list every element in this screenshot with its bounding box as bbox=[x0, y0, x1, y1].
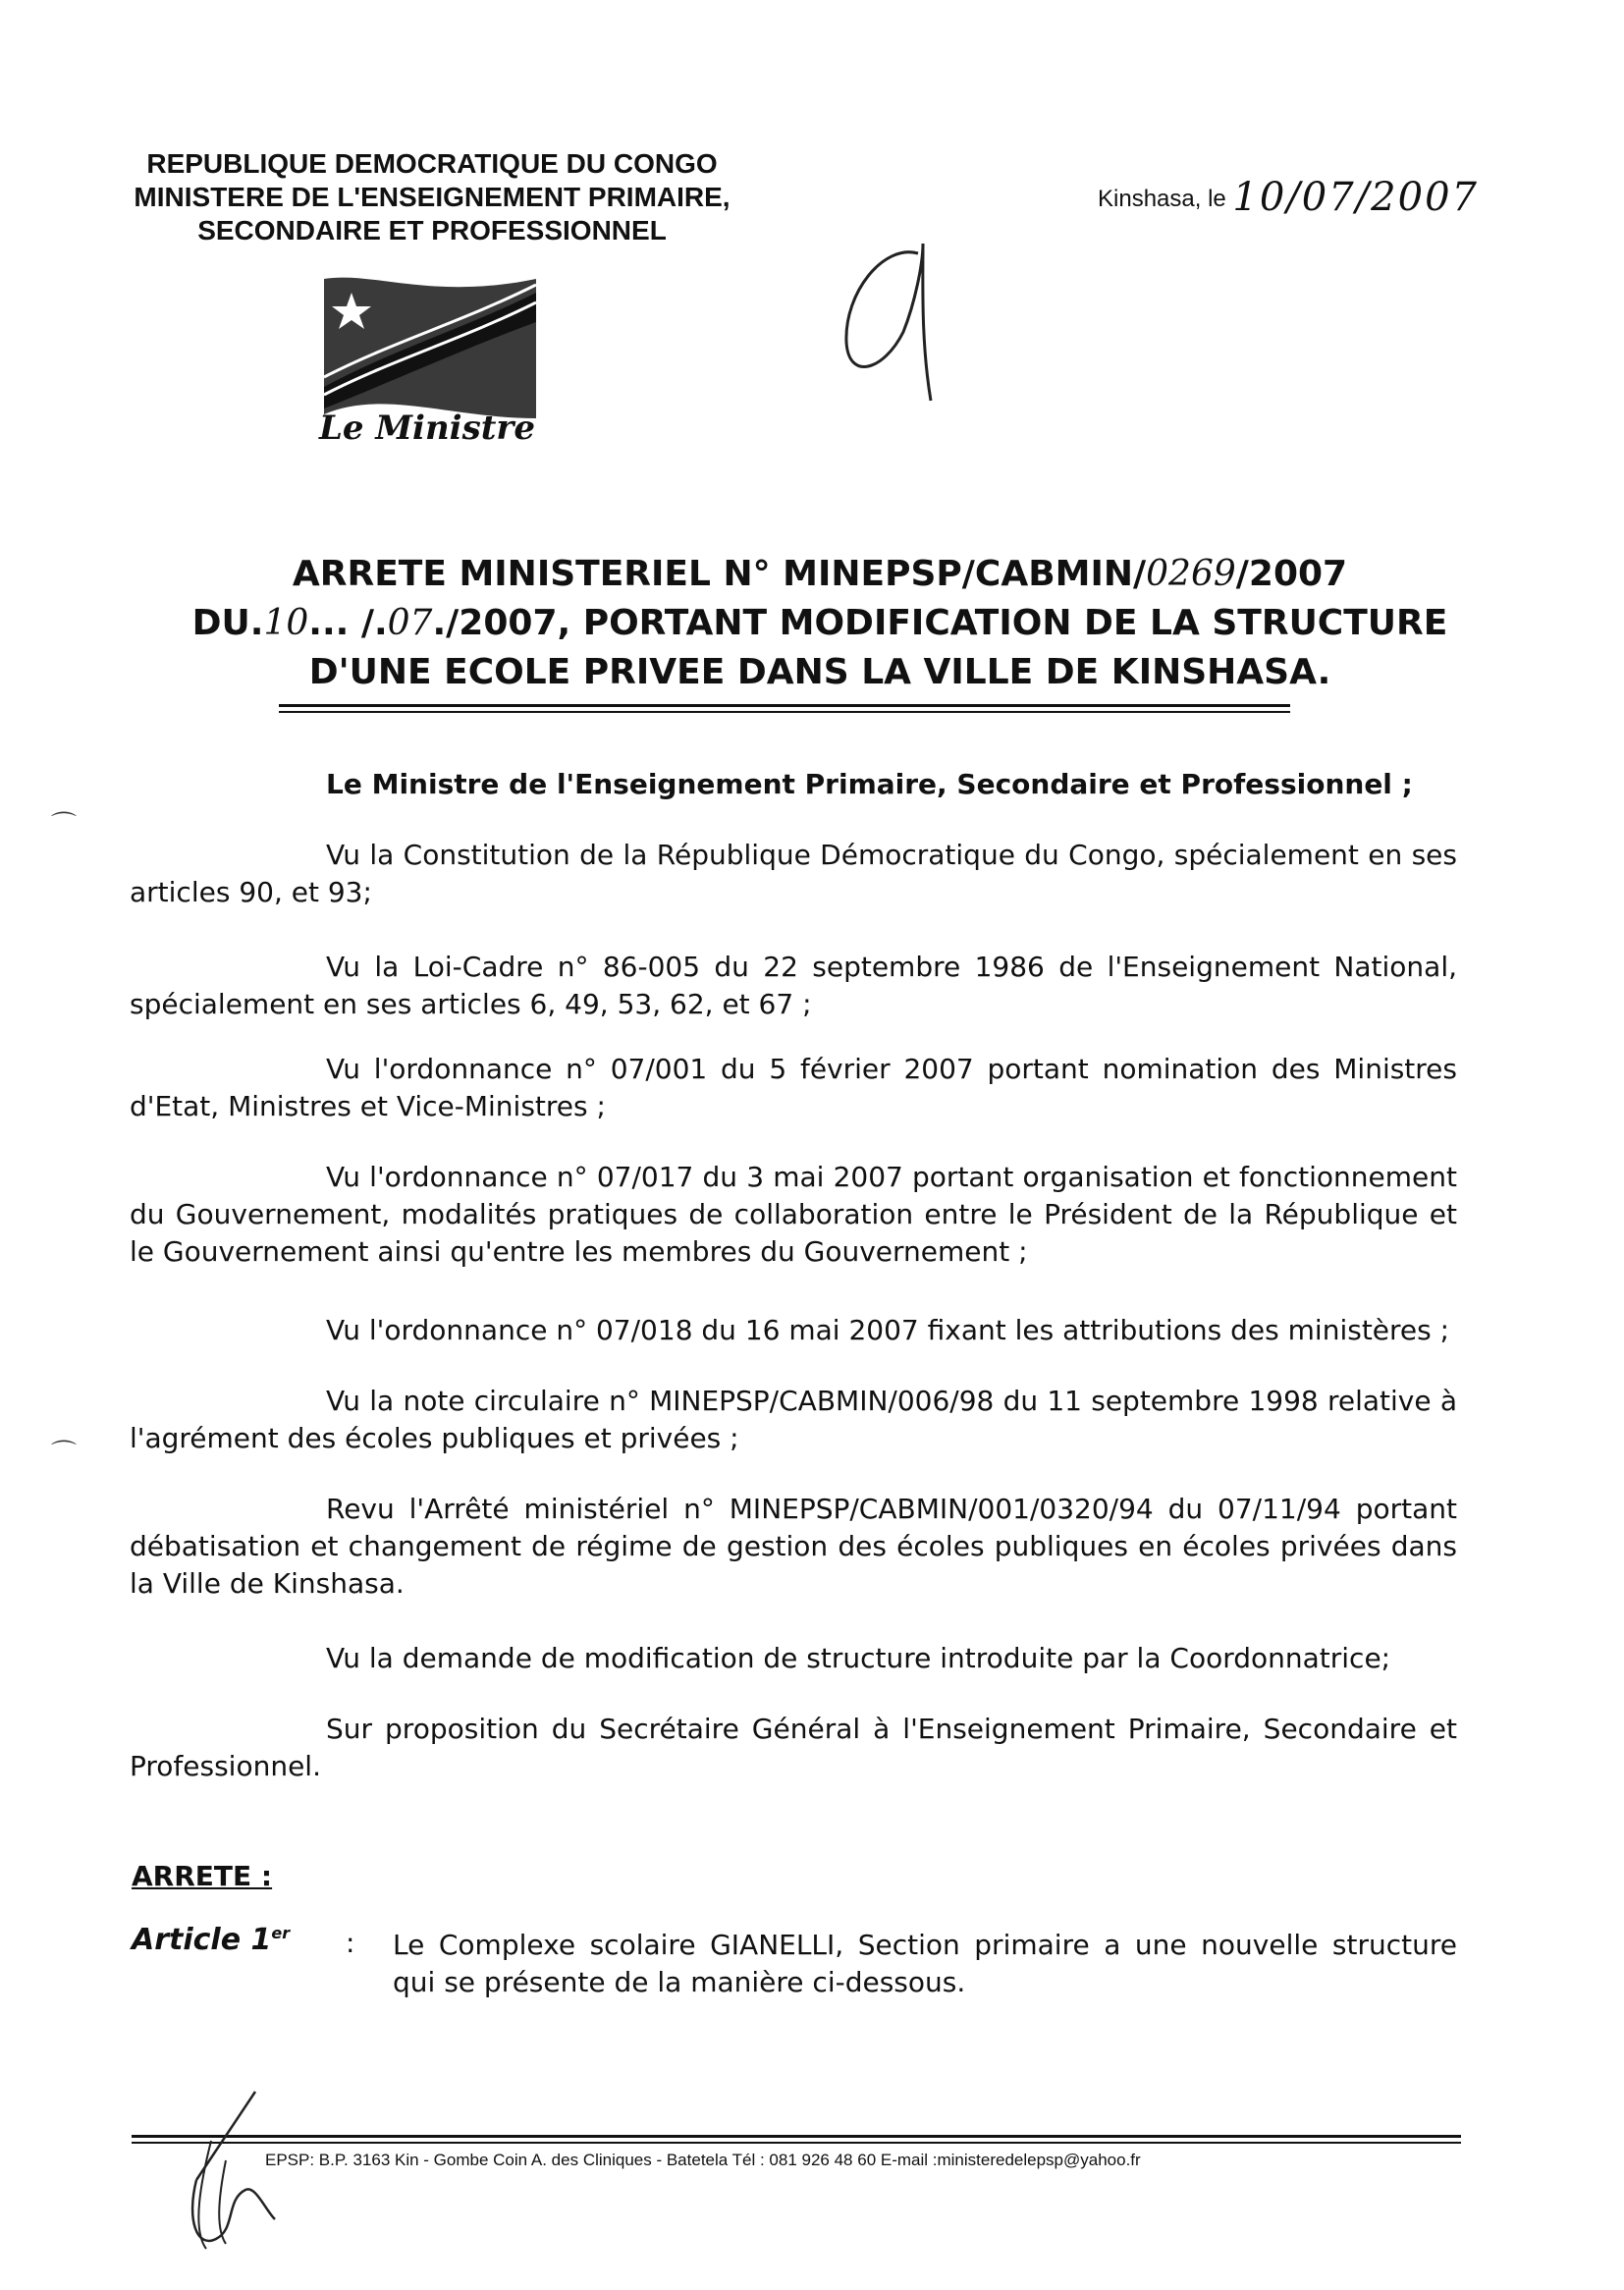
consideration-paragraph: Vu l'ordonnance n° 07/018 du 16 mai 2007 fixant les attributions des ministères ; bbox=[326, 1314, 1450, 1346]
margin-mark: ⌒ bbox=[51, 811, 78, 841]
decree-month: 07 bbox=[387, 603, 433, 643]
footer-rule-2 bbox=[132, 2142, 1461, 2144]
title-underline bbox=[279, 704, 1290, 707]
place-label: Kinshasa, le bbox=[1098, 186, 1226, 212]
footer-rule bbox=[132, 2135, 1461, 2138]
consideration-paragraph: Vu la note circulaire n° MINEPSP/CABMIN/006/98 du 11 septembre 1998 relative à l'agrément des écoles publiques et privées ; bbox=[130, 1385, 1457, 1454]
consideration-paragraph: Revu l'Arrêté ministériel n° MINEPSP/CABMIN/001/0320/94 du 07/11/94 portant débatisation et changement de régime de gestion des écoles publiques en écoles privées dans la Ville de Kinshasa. bbox=[130, 1493, 1457, 1600]
footer-contact: EPSP: B.P. 3163 Kin - Gombe Coin A. des Cliniques - Batetela Tél : 081 926 48 60 E-mail :ministeredelepsp@yahoo.fr bbox=[265, 2151, 1141, 2169]
decree-number: 0269 bbox=[1146, 554, 1236, 594]
minister-caption: Le Ministre bbox=[319, 409, 535, 448]
consideration-paragraph: Vu l'ordonnance n° 07/017 du 3 mai 2007 portant organisation et fonctionnement du Gouvernement, modalités pratiques de collaboration entre le Président de la République et le Gouvernement ainsi qu'entre les membres du Gouvernement ; bbox=[130, 1161, 1457, 1268]
consideration-paragraph: Vu la demande de modification de structure introduite par la Coordonnatrice; bbox=[326, 1642, 1391, 1674]
title-line-2 bbox=[177, 599, 1463, 648]
decree-day: 10 bbox=[263, 603, 309, 643]
article-colon: : bbox=[346, 1927, 355, 1959]
title-underline-2 bbox=[279, 711, 1290, 713]
title-line-3: D'UNE ECOLE PRIVEE DANS LA VILLE DE KINSHASA. bbox=[308, 652, 1331, 692]
header-country: REPUBLIQUE DEMOCRATIQUE DU CONGO bbox=[146, 148, 718, 179]
handwritten-date: 10/07/2007 bbox=[1232, 175, 1479, 220]
place-date bbox=[1098, 175, 1479, 220]
header-ministry-line1: MINISTERE DE L'ENSEIGNEMENT PRIMAIRE, bbox=[134, 182, 731, 212]
title-line-1 bbox=[177, 550, 1463, 599]
signature-initials bbox=[157, 2082, 304, 2259]
margin-mark: ⌒ bbox=[51, 1440, 78, 1469]
decree-title bbox=[177, 550, 1463, 697]
article-1-text: Le Complexe scolaire GIANELLI, Section primaire a une nouvelle structure qui se présente de la manière ci-dessous. bbox=[393, 1929, 1457, 1998]
letterhead bbox=[88, 147, 776, 247]
title-du: DU. bbox=[191, 603, 264, 643]
header-ministry-line2: SECONDAIRE ET PROFESSIONNEL bbox=[197, 215, 667, 245]
consideration-paragraph: Vu l'ordonnance n° 07/001 du 5 février 2007 portant nomination des Ministres d'Etat, Ministres et Vice-Ministres ; bbox=[130, 1053, 1457, 1122]
handwritten-mark bbox=[825, 224, 962, 420]
arrete-heading: ARRETE : bbox=[132, 1860, 273, 1892]
title-date-sep: ... /. bbox=[308, 603, 388, 643]
title-year: /2007 bbox=[1235, 554, 1348, 594]
consideration-paragraph: Sur proposition du Secrétaire Général à l'Enseignement Primaire, Secondaire et Professionnel. bbox=[130, 1713, 1457, 1782]
title-number-prefix: ARRETE MINISTERIEL N° MINEPSP/CABMIN/ bbox=[292, 554, 1147, 594]
consideration-paragraph: Vu la Constitution de la République Démocratique du Congo, spécialement en ses articles 90, et 93; bbox=[130, 839, 1457, 908]
flag-emblem-icon bbox=[314, 271, 546, 420]
title-subject: ./2007, PORTANT MODIFICATION DE LA STRUCTURE bbox=[432, 603, 1448, 643]
article-label: Article 1er bbox=[132, 1923, 291, 1957]
preamble-lead: Le Ministre de l'Enseignement Primaire, Secondaire et Professionnel ; bbox=[326, 768, 1413, 800]
consideration-paragraph: Vu la Loi-Cadre n° 86-005 du 22 septembre 1986 de l'Enseignement National, spécialement en ses articles 6, 49, 53, 62, et 67 ; bbox=[130, 951, 1457, 1020]
